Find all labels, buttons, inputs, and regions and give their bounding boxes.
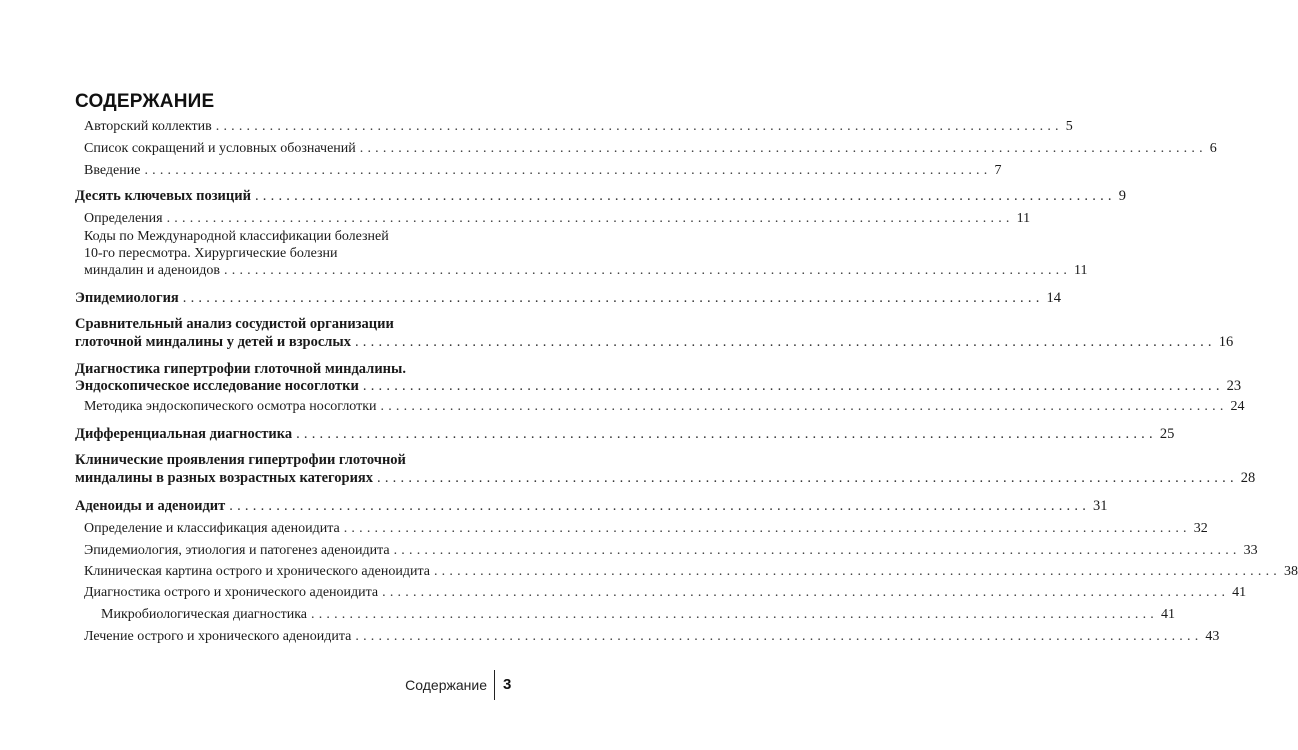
dot-leader: ..............................................................................................................: [393, 543, 1241, 558]
toc-entry-page: 31: [1093, 498, 1108, 514]
toc-entry-page: 7: [994, 163, 1002, 178]
dot-leader: ..............................................................................................................: [182, 290, 1044, 306]
toc-entry-text: Определение и классификация аденоидита: [84, 521, 340, 536]
toc-entry-page: 9: [1118, 188, 1126, 204]
toc-entry-text: Эпидемиология: [75, 290, 179, 306]
toc-entry-page: 43: [1205, 629, 1220, 644]
toc-entry-text: Микробиологическая диагностика: [101, 607, 307, 622]
toc-entry-text: Эпидемиология, этиология и патогенез аденоидита: [84, 543, 390, 558]
toc-entry-text: Методика эндоскопического осмотра носоглотки: [84, 399, 377, 414]
toc-entry-text: Десять ключевых позиций: [75, 188, 251, 204]
toc-entry-page: 24: [1230, 399, 1245, 414]
toc-entry-text: Введение: [84, 163, 141, 178]
page-number: 3: [503, 676, 512, 693]
toc-entry-page: 38: [1283, 564, 1298, 579]
toc-entry-page: 25: [1159, 426, 1175, 442]
toc-entry-text: миндалины в разных возрастных категориях: [75, 470, 374, 486]
dot-leader: ..............................................................................................................: [224, 263, 1072, 278]
toc-entry-line: Диагностика гипертрофии глоточной миндалины.: [75, 361, 406, 377]
toc-entry-line: 10-го пересмотра. Хирургические болезни: [84, 246, 338, 261]
toc-entry-text: Эндоскопическое исследование носоглотки: [75, 378, 359, 394]
dot-leader: ..............................................................................................................: [166, 211, 1014, 226]
dot-leader: ..............................................................................................................: [355, 629, 1203, 644]
dot-leader: ..............................................................................................................: [362, 378, 1224, 394]
dot-leader: ..............................................................................................................: [229, 498, 1091, 514]
toc-entry-text: миндалин и аденоидов: [84, 263, 221, 278]
dot-leader: ..............................................................................................................: [144, 163, 992, 178]
toc-entry-line: Сравнительный анализ сосудистой организации: [75, 316, 394, 332]
toc-entry-page: 16: [1218, 334, 1234, 350]
toc-entry-page: 41: [1161, 607, 1175, 622]
toc-entry-text: Лечение острого и хронического аденоидита: [84, 629, 352, 644]
toc-entry-text: Диагностика острого и хронического аденоидита: [84, 585, 379, 600]
toc-entry-text: Определения: [84, 211, 163, 226]
toc-entry-text: Дифференциальная диагностика: [75, 426, 293, 442]
toc-entry-text: Список сокращений и условных обозначений: [84, 141, 356, 156]
toc-entry-page: 28: [1240, 470, 1256, 486]
dot-leader: ..............................................................................................................: [382, 585, 1230, 600]
running-footer-section: Содержание: [405, 677, 487, 693]
toc-entry-page: 6: [1209, 141, 1217, 156]
toc-entry-line: Коды по Международной классификации болезней: [84, 229, 389, 244]
dot-leader: ..............................................................................................................: [380, 399, 1228, 414]
dot-leader: ..............................................................................................................: [359, 141, 1207, 156]
dot-leader: ..............................................................................................................: [254, 188, 1116, 204]
toc-entry-page: 32: [1193, 521, 1208, 536]
toc-entry-text: глоточной миндалины у детей и взрослых: [75, 334, 351, 350]
dot-leader: ..............................................................................................................: [311, 607, 1158, 622]
footer-divider: [494, 670, 495, 700]
toc-entry-text: Авторский коллектив: [84, 119, 212, 134]
toc-entry-text: Аденоиды и аденоидит: [75, 498, 226, 514]
dot-leader: ..............................................................................................................: [343, 521, 1191, 536]
toc-entry-page: 41: [1232, 585, 1247, 600]
toc-title: СОДЕРЖАНИЕ: [75, 91, 215, 112]
dot-leader: ..............................................................................................................: [215, 119, 1063, 134]
toc-entry-page: 23: [1226, 378, 1242, 394]
toc-entry-page: 33: [1243, 543, 1258, 558]
toc-entry-page: 11: [1016, 211, 1031, 226]
dot-leader: ..............................................................................................................: [296, 426, 1157, 442]
toc-entry-page: 5: [1065, 119, 1073, 134]
dot-leader: ..............................................................................................................: [354, 334, 1216, 350]
toc-entry-text: Клиническая картина острого и хронического аденоидита: [84, 564, 430, 579]
dot-leader: ..............................................................................................................: [377, 470, 1238, 486]
dot-leader: ..............................................................................................................: [433, 564, 1281, 579]
toc-entry-line: Клинические проявления гипертрофии глоточной: [75, 452, 406, 468]
toc-entry-page: 14: [1046, 290, 1062, 306]
toc-entry-page: 11: [1074, 263, 1088, 278]
